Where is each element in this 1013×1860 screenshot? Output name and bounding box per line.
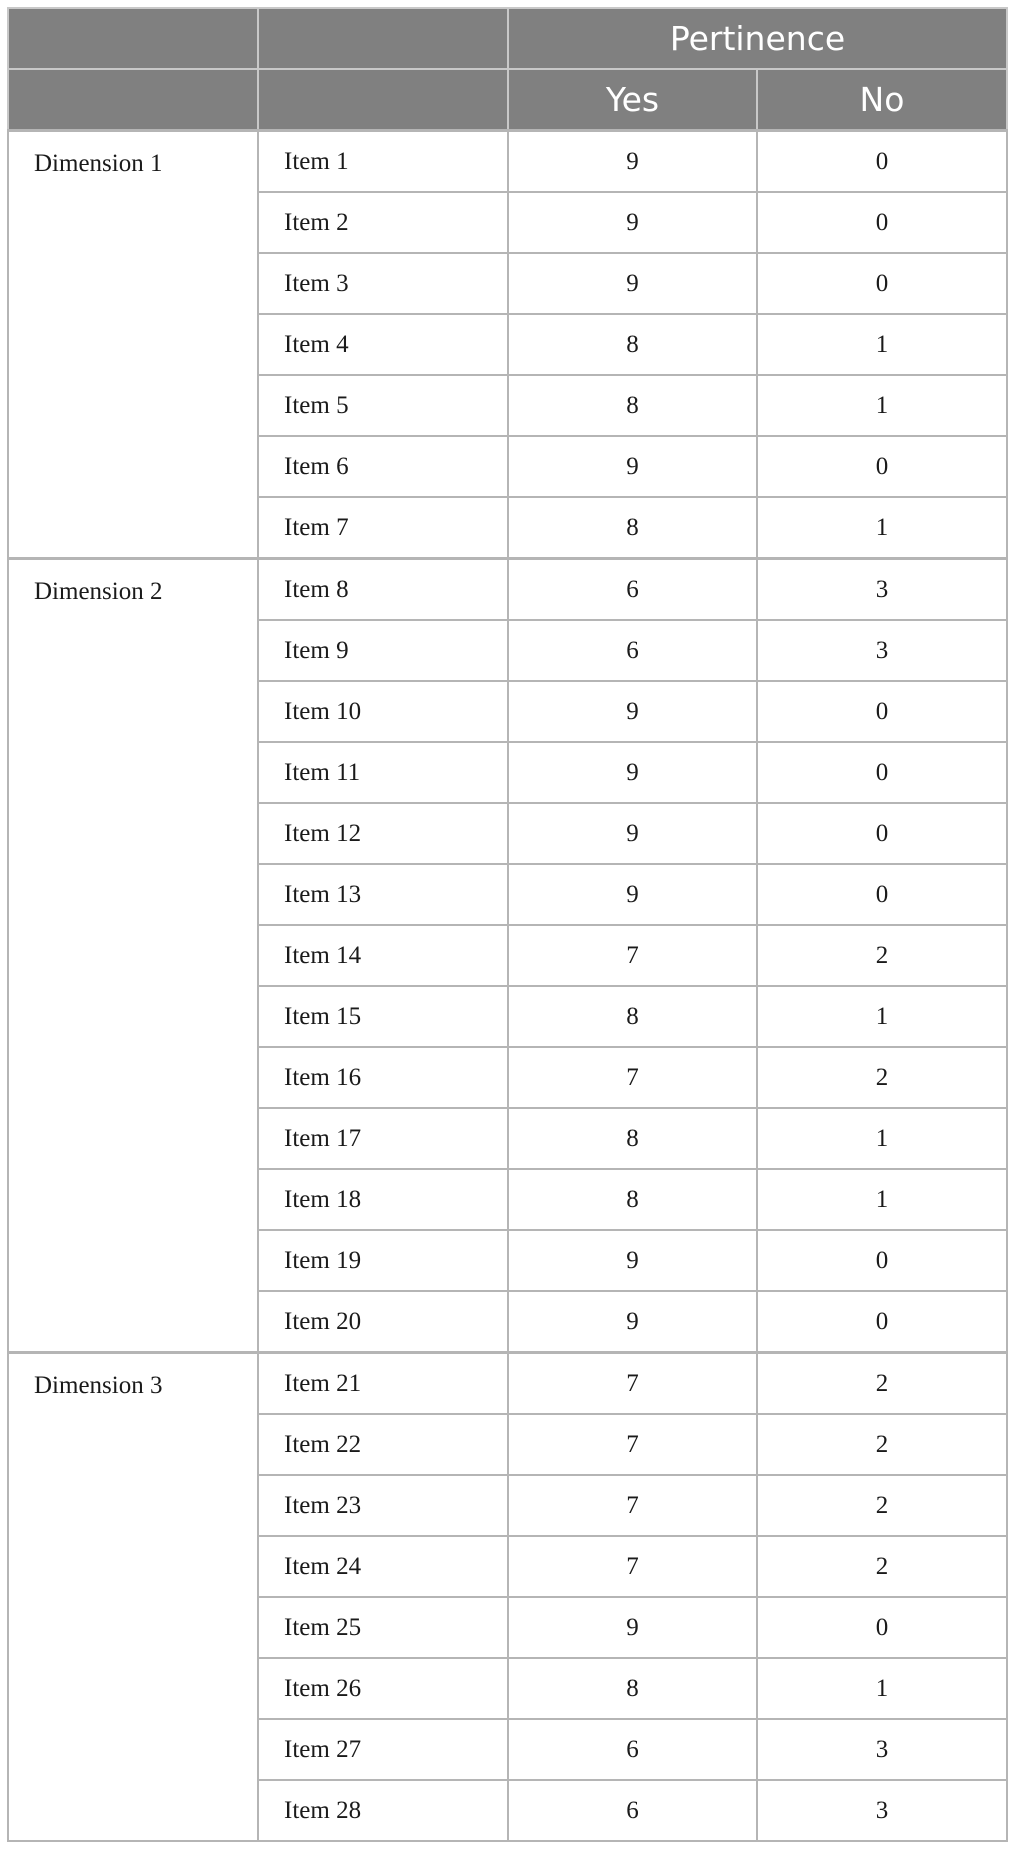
yes-count-cell: 8: [508, 314, 757, 375]
header-empty-cell: [258, 8, 508, 69]
no-count-cell: 0: [757, 1291, 1007, 1353]
item-name-cell: Item 13: [258, 864, 508, 925]
item-name-cell: Item 11: [258, 742, 508, 803]
yes-count-cell: 9: [508, 1291, 757, 1353]
item-name-cell: Item 14: [258, 925, 508, 986]
no-count-cell: 0: [757, 803, 1007, 864]
yes-count-cell: 8: [508, 1658, 757, 1719]
no-count-cell: 2: [757, 1047, 1007, 1108]
yes-count-cell: 8: [508, 497, 757, 559]
no-count-cell: 2: [757, 1353, 1007, 1415]
dimension-label: Dimension 1: [8, 131, 258, 559]
table-row: [8, 1353, 1007, 1415]
no-count-cell: 0: [757, 192, 1007, 253]
no-count-cell: 0: [757, 681, 1007, 742]
item-name-cell: Item 19: [258, 1230, 508, 1291]
item-name-cell: Item 10: [258, 681, 508, 742]
yes-count-cell: 7: [508, 1353, 757, 1415]
no-count-cell: 1: [757, 986, 1007, 1047]
yes-count-cell: 9: [508, 1597, 757, 1658]
item-name-cell: Item 17: [258, 1108, 508, 1169]
yes-column-header: Yes: [508, 69, 757, 131]
item-name-cell: Item 24: [258, 1536, 508, 1597]
header-empty-cell: [8, 69, 258, 131]
item-name-cell: Item 18: [258, 1169, 508, 1230]
header-empty-cell: [258, 69, 508, 131]
no-count-cell: 1: [757, 375, 1007, 436]
item-name-cell: Item 25: [258, 1597, 508, 1658]
item-name-cell: Item 28: [258, 1780, 508, 1841]
item-name-cell: Item 5: [258, 375, 508, 436]
item-name-cell: Item 16: [258, 1047, 508, 1108]
yes-count-cell: 9: [508, 436, 757, 497]
yes-count-cell: 8: [508, 986, 757, 1047]
dimension-label: Dimension 3: [8, 1353, 258, 1842]
table-row: [8, 131, 1007, 193]
yes-count-cell: 9: [508, 131, 757, 193]
yes-count-cell: 9: [508, 803, 757, 864]
dimension-label: Dimension 2: [8, 559, 258, 1353]
yes-count-cell: 8: [508, 1108, 757, 1169]
yes-count-cell: 7: [508, 1536, 757, 1597]
pertinence-header: Pertinence: [508, 8, 1007, 69]
table-row: [8, 559, 1007, 621]
item-name-cell: Item 1: [258, 131, 508, 193]
yes-count-cell: 7: [508, 1475, 757, 1536]
item-name-cell: Item 12: [258, 803, 508, 864]
item-name-cell: Item 27: [258, 1719, 508, 1780]
yes-count-cell: 9: [508, 864, 757, 925]
item-name-cell: Item 15: [258, 986, 508, 1047]
no-count-cell: 3: [757, 620, 1007, 681]
item-name-cell: Item 22: [258, 1414, 508, 1475]
pertinence-table: [7, 7, 1008, 1842]
item-name-cell: Item 21: [258, 1353, 508, 1415]
no-count-cell: 2: [757, 1414, 1007, 1475]
no-count-cell: 0: [757, 1230, 1007, 1291]
yes-count-cell: 6: [508, 1719, 757, 1780]
header-row-group: [8, 8, 1007, 69]
no-count-cell: 1: [757, 1169, 1007, 1230]
yes-count-cell: 8: [508, 1169, 757, 1230]
yes-count-cell: 9: [508, 253, 757, 314]
item-name-cell: Item 23: [258, 1475, 508, 1536]
yes-count-cell: 9: [508, 192, 757, 253]
item-name-cell: Item 7: [258, 497, 508, 559]
no-count-cell: 0: [757, 1597, 1007, 1658]
no-count-cell: 3: [757, 1719, 1007, 1780]
no-count-cell: 1: [757, 497, 1007, 559]
header-row-columns: [8, 69, 1007, 131]
item-name-cell: Item 9: [258, 620, 508, 681]
no-count-cell: 1: [757, 314, 1007, 375]
no-count-cell: 2: [757, 1536, 1007, 1597]
no-count-cell: 0: [757, 131, 1007, 193]
no-count-cell: 0: [757, 742, 1007, 803]
yes-count-cell: 9: [508, 681, 757, 742]
item-name-cell: Item 6: [258, 436, 508, 497]
item-name-cell: Item 4: [258, 314, 508, 375]
no-count-cell: 1: [757, 1658, 1007, 1719]
no-count-cell: 0: [757, 864, 1007, 925]
no-count-cell: 2: [757, 1475, 1007, 1536]
yes-count-cell: 7: [508, 1414, 757, 1475]
yes-count-cell: 6: [508, 559, 757, 621]
table-header: [8, 8, 1007, 131]
yes-count-cell: 7: [508, 1047, 757, 1108]
item-name-cell: Item 26: [258, 1658, 508, 1719]
item-name-cell: Item 20: [258, 1291, 508, 1353]
yes-count-cell: 9: [508, 742, 757, 803]
item-name-cell: Item 8: [258, 559, 508, 621]
yes-count-cell: 6: [508, 1780, 757, 1841]
header-empty-cell: [8, 8, 258, 69]
item-name-cell: Item 3: [258, 253, 508, 314]
no-count-cell: 0: [757, 253, 1007, 314]
no-column-header: No: [757, 69, 1007, 131]
no-count-cell: 3: [757, 1780, 1007, 1841]
no-count-cell: 2: [757, 925, 1007, 986]
no-count-cell: 3: [757, 559, 1007, 621]
yes-count-cell: 7: [508, 925, 757, 986]
yes-count-cell: 8: [508, 375, 757, 436]
table-body: [8, 131, 1007, 1842]
yes-count-cell: 6: [508, 620, 757, 681]
item-name-cell: Item 2: [258, 192, 508, 253]
no-count-cell: 0: [757, 436, 1007, 497]
no-count-cell: 1: [757, 1108, 1007, 1169]
yes-count-cell: 9: [508, 1230, 757, 1291]
